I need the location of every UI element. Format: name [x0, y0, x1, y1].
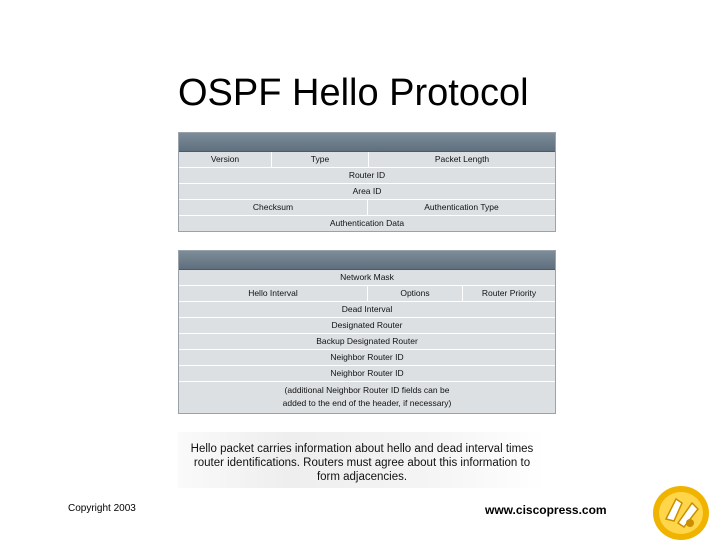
- checksum-field: Checksum: [179, 200, 368, 215]
- caption-line-3: form adjacencies.: [316, 471, 408, 483]
- copyright-text: Copyright 2003: [68, 503, 136, 514]
- additional-note-line-1: (additional Neighbor Router ID fields can be: [284, 385, 450, 395]
- hello-row-interval: [179, 286, 555, 302]
- additional-note-line-2: added to the end of the header, if necessary): [282, 398, 452, 408]
- area-id-field: Area ID: [352, 186, 382, 196]
- hello-row-dr: [179, 318, 555, 334]
- caption-line-1: Hello packet carries information about hello and dead interval times: [190, 443, 534, 455]
- authentication-data-field: Authentication Data: [329, 218, 405, 228]
- packet-length-field: Packet Length: [434, 154, 490, 164]
- hello-interval-field: Hello Interval: [179, 286, 368, 301]
- diagram-header-bar: [179, 251, 555, 270]
- backup-designated-router-field: Backup Designated Router: [316, 336, 418, 346]
- caption-line-2: router identifications. Routers must agree about this information to: [193, 457, 531, 469]
- neighbor-router-id-field: Neighbor Router ID: [330, 368, 404, 378]
- dead-interval-field: Dead Interval: [341, 304, 393, 314]
- slide-title: OSPF Hello Protocol: [178, 72, 529, 114]
- website-url: www.ciscopress.com: [485, 503, 607, 517]
- header-row-4: [179, 200, 555, 216]
- neighbor-router-id-field: Neighbor Router ID: [330, 352, 404, 362]
- router-id-field: Router ID: [348, 170, 386, 180]
- additional-neighbors-note: [179, 382, 555, 413]
- hello-row-additional-note: [179, 382, 555, 413]
- authentication-type-field: Authentication Type: [424, 202, 499, 212]
- ospf-header-diagram: [178, 132, 556, 232]
- header-row-5: [179, 216, 555, 231]
- network-mask-field: Network Mask: [340, 272, 394, 282]
- options-field: Options: [368, 286, 463, 301]
- designated-router-field: Designated Router: [331, 320, 403, 330]
- version-field: Version: [179, 152, 272, 167]
- header-row-1: [179, 152, 555, 168]
- cisco-press-logo-icon: [652, 485, 710, 541]
- header-row-2: [179, 168, 555, 184]
- hello-packet-diagram: [178, 250, 556, 414]
- router-priority-field: Router Priority: [481, 288, 537, 298]
- header-row-3: [179, 184, 555, 200]
- hello-row-dead-interval: [179, 302, 555, 318]
- type-field: Type: [272, 152, 369, 167]
- hello-row-neighbor-2: [179, 366, 555, 382]
- hello-row-network-mask: [179, 270, 555, 286]
- hello-row-bdr: [179, 334, 555, 350]
- caption-box: [178, 432, 546, 488]
- hello-row-neighbor-1: [179, 350, 555, 366]
- diagram-header-bar: [179, 133, 555, 152]
